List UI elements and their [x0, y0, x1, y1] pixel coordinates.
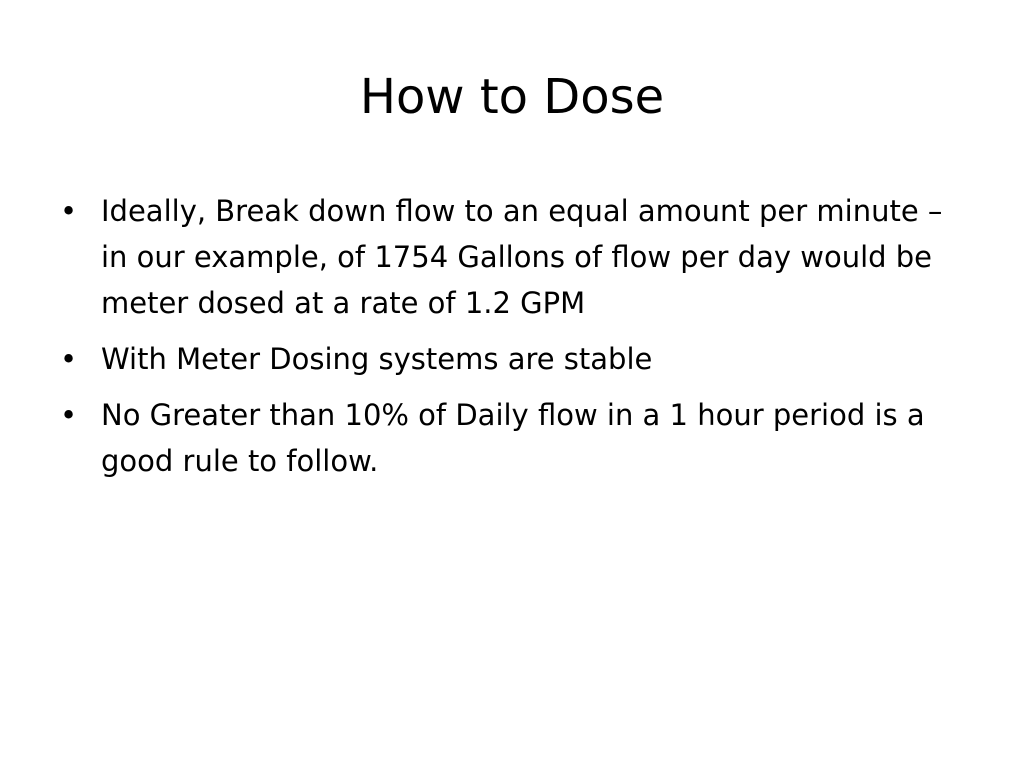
bullet-item [60, 336, 960, 382]
bullet-icon: • [60, 398, 78, 432]
slide-title: How to Dose [359, 69, 665, 125]
bullet-text: With Meter Dosing systems are stable [101, 342, 653, 376]
bullet-item [60, 392, 960, 484]
bullet-item [60, 188, 960, 326]
bullet-text: No Greater than 10% of Daily flow in a 1 hour period is a good rule to follow. [101, 398, 925, 478]
bullet-icon: • [60, 342, 78, 376]
bullet-list [60, 188, 960, 494]
bullet-icon: • [60, 194, 78, 228]
bullet-text: Ideally, Break down flow to an equal amount per minute – in our example, of 1754 Gallons of flow per day would be meter dosed at a rate of 1.2 GPM [101, 194, 943, 320]
